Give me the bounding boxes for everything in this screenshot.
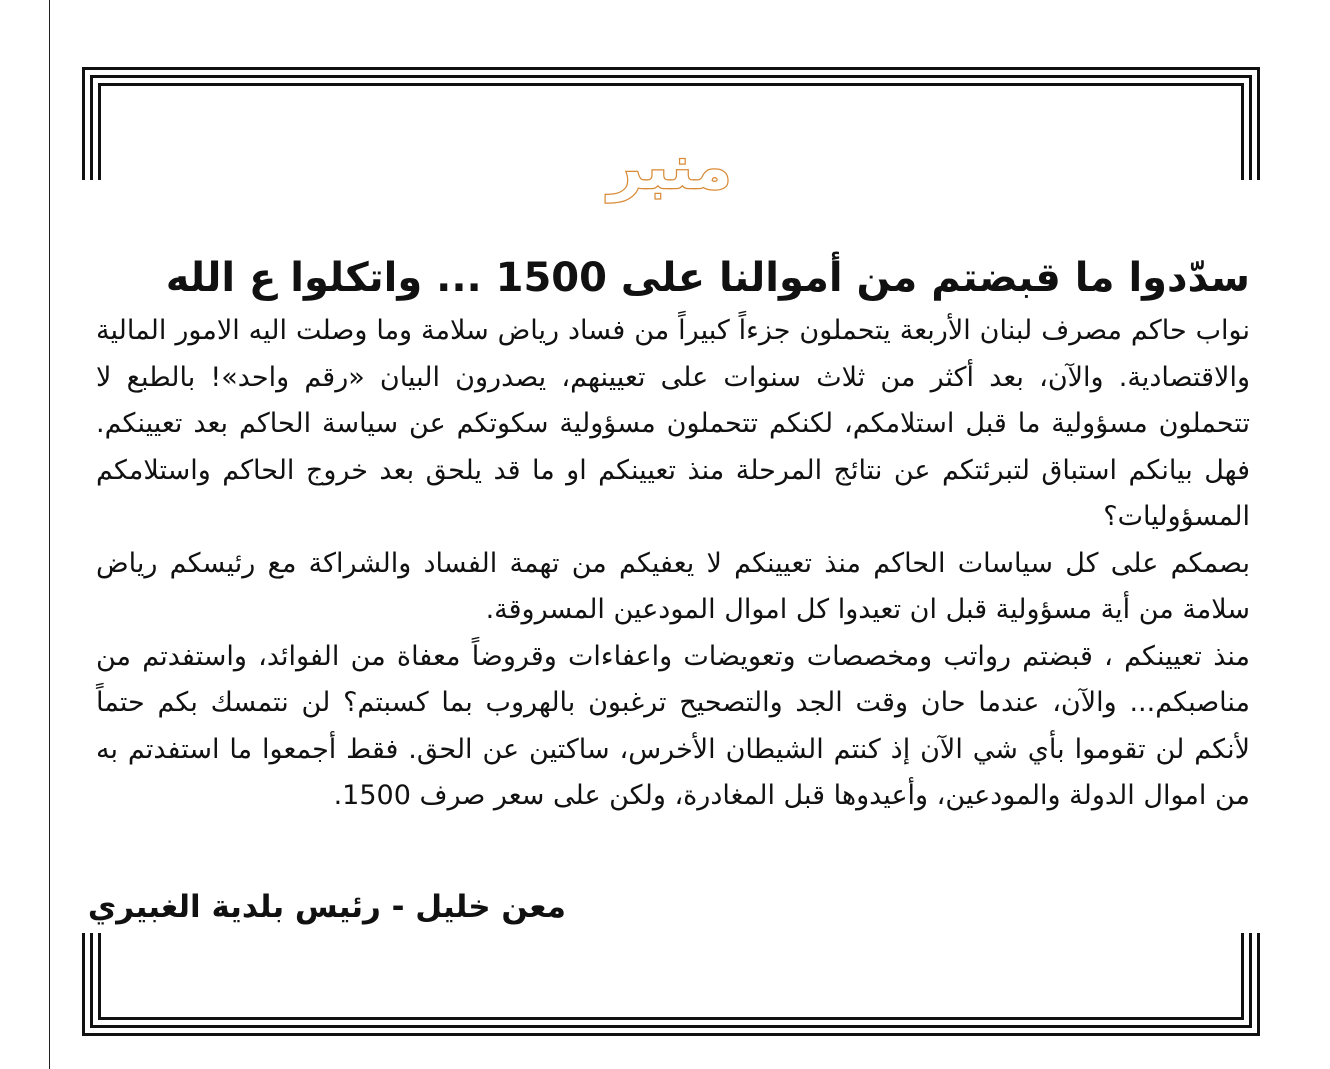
author-signature: معن خليل - رئيس بلدية الغبيري xyxy=(87,889,566,925)
column-title: منبر xyxy=(608,133,732,203)
page-edge-line xyxy=(49,0,50,1069)
bottom-frame-inner xyxy=(98,933,1244,1020)
article-body xyxy=(96,308,1250,820)
article-headline: سدّدوا ما قبضتم من أموالنا على 1500 ... واتكلوا ع الله xyxy=(165,255,1250,301)
article-paragraph: نواب حاكم مصرف لبنان الأربعة يتحملون جزءاً كبيراً من فساد رياض سلامة وما وصلت اليه الامور المالية والاقتصادية. والآن، بعد أكثر من ثلاث سنوات على تعيينهم، يصدرون البيان «رقم واحد»! بالطبع لا تتحملون مسؤولية ما قبل استلامكم، لكنكم تتحملون مسؤولية سكوتكم عن سياسة الحاكم بعد تعيينكم. فهل بيانكم استباق لتبرئتكم عن نتائج المرحلة منذ تعيينكم او ما قد يلحق بعد خروج الحاكم واستلامكم المسؤوليات؟ xyxy=(96,315,1250,532)
article-paragraph: بصمكم على كل سياسات الحاكم منذ تعيينكم لا يعفيكم من تهمة الفساد والشراكة مع رئيسكم رياض سلامة من أية مسؤولية قبل ان تعيدوا كل اموال المودعين المسروقة. xyxy=(96,547,1250,625)
article-paragraph: منذ تعيينكم ، قبضتم رواتب ومخصصات وتعويضات واعفاءات وقروضاً معفاة من الفوائد، واستفدتم من مناصبكم... والآن، عندما حان وقت الجد والتصحيح ترغبون بالهروب بما كسبتم؟ لن نتمسك بكم حتماً لأنكم لن تقوموا بأي شي الآن إذ كنتم الشيطان الأخرس، ساكتين عن الحق. فقط أجمعوا ما استفدتم به من اموال الدولة والمودعين، وأعيدوها قبل المغادرة، ولكن على سعر صرف 1500. xyxy=(96,640,1250,811)
